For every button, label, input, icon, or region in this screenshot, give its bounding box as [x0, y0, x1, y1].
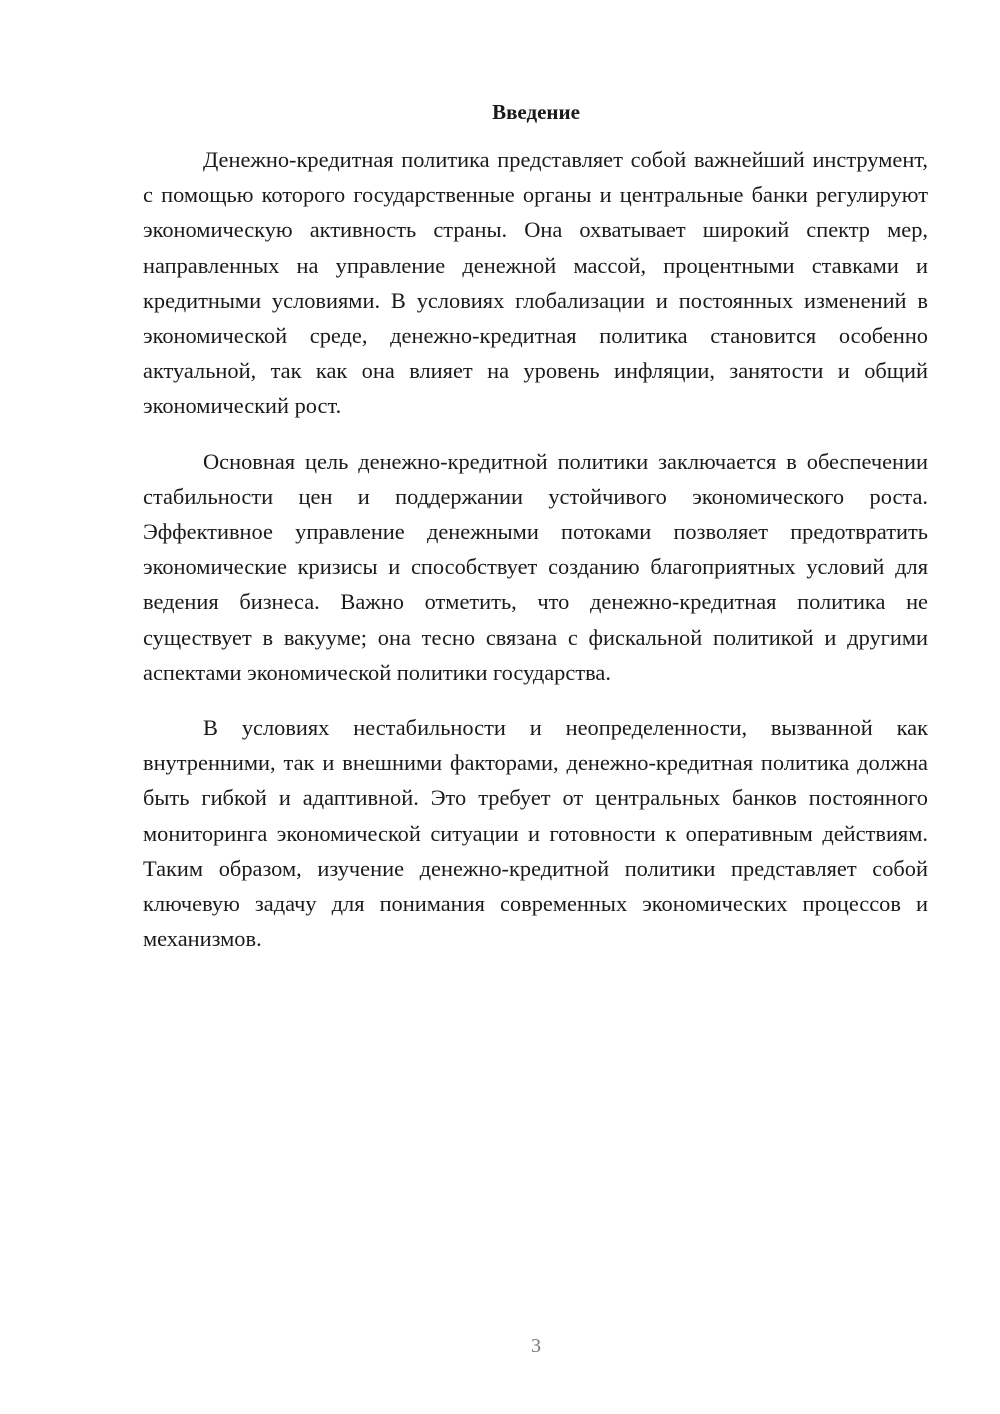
- section-heading: Введение: [492, 100, 580, 124]
- page-number: 3: [531, 1335, 541, 1357]
- body-text: [143, 142, 928, 956]
- paragraph-2: Основная цель денежно-кредитной политики заключается в обеспечении стабильности цен и поддержании устойчивого экономического роста. Эффективное управление денежными потоками позволяет предотвратить экономические кризисы и способствует созданию благоприятных условий для ведения бизнеса. Важно отметить, что денежно-кредитная политика не существует в вакууме; она тесно связана с фискальной политикой и другими аспектами экономической политики государства.: [143, 448, 928, 685]
- paragraph-1: Денежно-кредитная политика представляет собой важнейший инструмент, с помощью которого государственные органы и центральные банки регулируют экономическую активность страны. Она охватывает широкий спектр мер, направленных на управление денежной массой, процентными ставками и кредитными условиями. В условиях глобализации и постоянных изменений в экономической среде, денежно-кредитная политика становится особенно актуальной, так как она влияет на уровень инфляции, занятости и общий экономический рост.: [143, 147, 928, 419]
- paragraph-3: В условиях нестабильности и неопределенности, вызванной как внутренними, так и внешними факторами, денежно-кредитная политика должна быть гибкой и адаптивной. Это требует от центральных банков постоянного мониторинга экономической ситуации и готовности к оперативным действиям. Таким образом, изучение денежно-кредитной политики представляет собой ключевую задачу для понимания современных экономических процессов и механизмов.: [143, 715, 928, 952]
